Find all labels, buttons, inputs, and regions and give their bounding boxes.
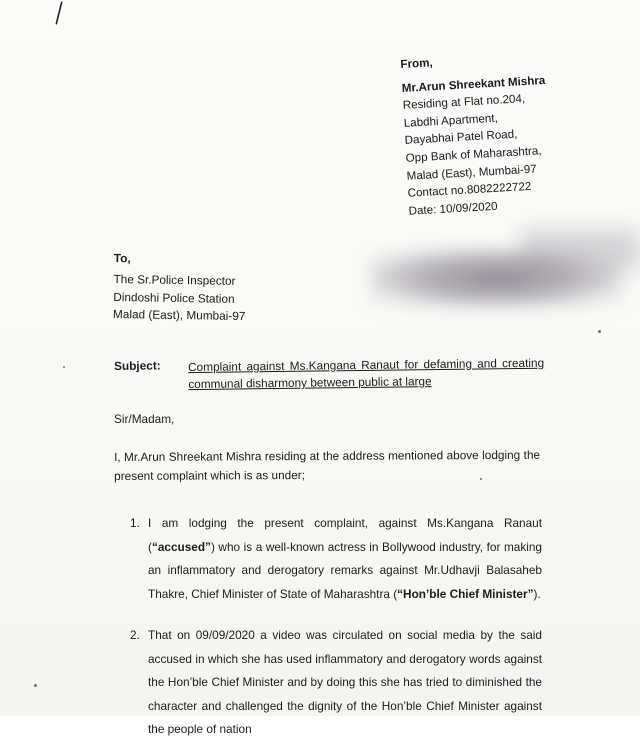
- point-number: 2.: [130, 628, 140, 642]
- recipient-line: Dindoshi Police Station: [113, 289, 235, 306]
- sender-contact: Contact no.8082222722: [407, 180, 532, 200]
- ink-speck: [63, 366, 65, 368]
- salutation: Sir/Madam,: [114, 412, 175, 426]
- redaction-blur: [370, 248, 622, 308]
- sender-address-line: Opp Bank of Maharashtra,: [405, 144, 542, 165]
- point-text: ) who is a well-known actress in Bollywood industry, for making an inflammatory and derogatory remarks against Mr.Udhavji Balasaheb Thakre, Chief Minister of State of Maharashtra (: [148, 539, 542, 601]
- sender-address-block: [400, 48, 553, 220]
- sender-address-line: Malad (East), Mumbai-97: [406, 162, 538, 183]
- point-text: I am lodging the present complaint, against Ms.Kangana Ranaut (: [148, 516, 542, 554]
- recipient-line: The Sr.Police Inspector: [113, 272, 236, 289]
- sender-address-line: Dayabhai Patel Road,: [404, 127, 518, 148]
- list-item: [130, 624, 542, 742]
- ink-speck: [480, 478, 482, 480]
- letter-date: Date: 10/09/2020: [408, 199, 498, 218]
- ink-speck: [34, 684, 37, 687]
- point-number: 1.: [130, 516, 140, 530]
- recipient-address-block: [113, 250, 247, 326]
- list-item: [130, 512, 542, 606]
- ink-speck: [598, 330, 601, 333]
- pen-stroke-mark: [53, 2, 64, 25]
- subject-row: [114, 353, 554, 392]
- intro-paragraph: I, Mr.Arun Shreekant Mishra residing at the address mentioned above lodging the present complaint which is as under;: [114, 447, 541, 483]
- complaint-points-list: [130, 512, 542, 742]
- sender-name: Mr.Arun Shreekant Mishra: [401, 73, 546, 95]
- subject-label: Subject:: [114, 358, 161, 373]
- recipient-line: Malad (East), Mumbai-97: [112, 307, 246, 324]
- subject-text: Complaint against Ms.Kangana Ranaut for defaming and creating communal disharmony between public at large: [188, 355, 545, 392]
- chief-minister-term: “Hon’ble Chief Minister”: [397, 586, 534, 601]
- accused-term: “accused”: [151, 539, 211, 554]
- point-text: ).: [533, 586, 541, 601]
- to-label: To,: [113, 250, 131, 266]
- from-label: From,: [400, 56, 434, 71]
- sender-address-line: Labdhi Apartment,: [403, 111, 499, 130]
- point-text: That on 09/09/2020 a video was circulated on social media by the said accused in which she has used inflammatory and derogatory words against the Hon’ble Chief Minister and by doing this she has tried to diminished the character and challenged the dignity of the Hon’ble Chief Minister against the people of nation: [148, 628, 542, 736]
- sender-address-line: Residing at Flat no.204,: [402, 92, 526, 113]
